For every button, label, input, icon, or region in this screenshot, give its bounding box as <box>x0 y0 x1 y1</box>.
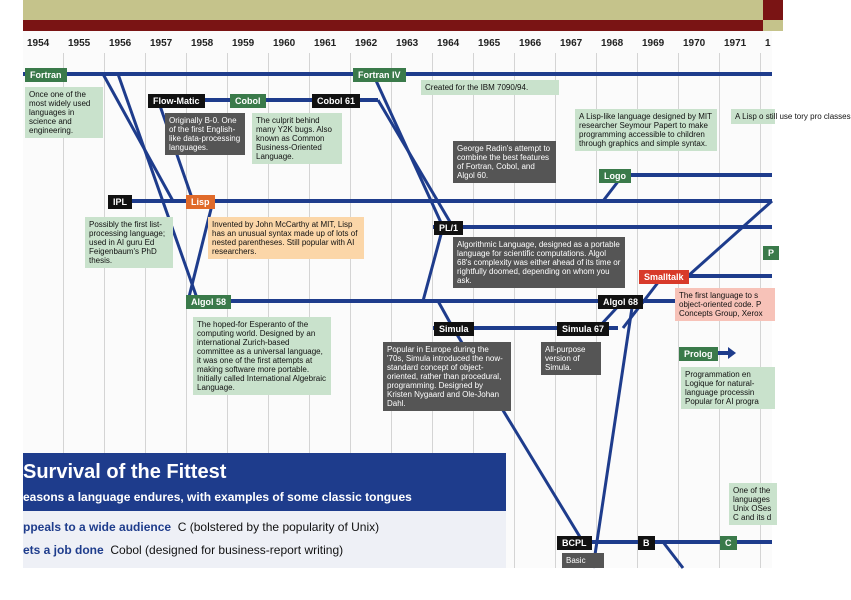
note-prolog: Programmation en Logique for natural-language processin Popular for AI progra <box>681 367 775 409</box>
reason-key: ppeals to a wide audience <box>23 520 172 534</box>
year-label: 1959 <box>232 38 255 49</box>
reason-value: C (bolstered by the popularity of Unix) <box>177 520 380 534</box>
tag-logo: Logo <box>599 169 631 183</box>
tag-fortran: Fortran <box>25 68 67 82</box>
tag-fortran-iv: Fortran IV <box>353 68 406 82</box>
reason-row <box>23 520 379 534</box>
note-algol-58: The hoped-for Esperanto of the computing world. Designed by an international Zurich-based committee as a universal language, it was one of the first attempts at making software more portable. Initially called International Algebraic Language. <box>193 317 331 395</box>
title-band <box>23 0 763 20</box>
year-label: 1969 <box>642 38 665 49</box>
note-fortran: Once one of the most widely used languages in science and engineering. <box>25 87 103 138</box>
note-pl1: George Radin's attempt to combine the best features of Fortran, Cobol, and Algol 60. <box>453 141 556 183</box>
note-simula-67: All-purpose version of Simula. <box>541 342 601 375</box>
cobol-to-pl1-link <box>378 100 453 227</box>
tag-cobol-61: Cobol 61 <box>312 94 360 108</box>
tag-bcpl: BCPL <box>557 536 592 550</box>
note-flow-matic: Originally B-0. One of the first English-like data-processing languages. <box>165 113 245 155</box>
tag-simula: Simula <box>434 322 474 336</box>
year-label: 1967 <box>560 38 583 49</box>
reason-value: Cobol (designed for business-report writing) <box>110 543 344 557</box>
year-label: 1956 <box>109 38 132 49</box>
year-label: 1968 <box>601 38 624 49</box>
year-label: 1961 <box>314 38 337 49</box>
note-logo: A Lisp-like language designed by MIT researcher Seymour Papert to make programming accessible to children through graphics and simple syntax. <box>575 109 717 151</box>
note-ipl: Possibly the first list-processing language; used in AI guru Ed Feigenbaum's PhD thesis. <box>85 217 173 268</box>
b-lower-link <box>663 542 683 568</box>
tag-ipl: IPL <box>108 195 132 209</box>
tag-pl1: PL/1 <box>434 221 463 235</box>
corner-block <box>763 0 783 20</box>
year-label: 1963 <box>396 38 419 49</box>
corner-block-lower <box>763 20 783 31</box>
tag-lisp: Lisp <box>186 195 215 209</box>
note-algol-60: Algorithmic Language, designed as a portable language for scientific computations. Algol 68's complexity was either ahead of its time or rightfully doomed, depending on whom you ask. <box>453 237 625 288</box>
smalltalk-upper-link <box>688 201 772 276</box>
survival-panel-title: Survival of the Fittest <box>23 461 227 483</box>
year-label: 1970 <box>683 38 706 49</box>
year-label: 1971 <box>724 38 747 49</box>
reason-key: ets a job done <box>23 543 104 557</box>
note-c: One of the languages Unix OSes C and its d <box>729 483 777 525</box>
tag-flow-matic: Flow-Matic <box>148 94 205 108</box>
year-label: 1955 <box>68 38 91 49</box>
title-rule <box>23 20 763 31</box>
pl1-to-algol-link <box>423 227 443 301</box>
tag-b: B <box>638 536 655 550</box>
reason-row <box>23 543 343 557</box>
note-cobol: The culprit behind many Y2K bugs. Also known as Common Business-Oriented Language. <box>252 113 342 164</box>
tag-algol-68: Algol 68 <box>598 295 643 309</box>
tag-smalltalk: Smalltalk <box>639 270 689 284</box>
year-label: 1954 <box>27 38 50 49</box>
note-bcpl: Basic <box>562 553 604 568</box>
year-label: 1964 <box>437 38 460 49</box>
note-fortran-iv: Created for the IBM 7090/94. <box>421 80 559 95</box>
survival-panel-header <box>23 453 506 511</box>
tag-p: P <box>763 246 779 260</box>
tag-prolog: Prolog <box>679 347 718 361</box>
language-timeline <box>23 31 851 568</box>
note-lisp: Invented by John McCarthy at MIT, Lisp has an unusual syntax made up of lots of nested parentheses. Still popular with AI researchers. <box>208 217 364 259</box>
year-label: 1957 <box>150 38 173 49</box>
year-label: 1962 <box>355 38 378 49</box>
tag-algol-58: Algol 58 <box>186 295 231 309</box>
year-label: 1958 <box>191 38 214 49</box>
tag-simula-67: Simula 67 <box>557 322 609 336</box>
note-simula: Popular in Europe during the '70s, Simula introduced the now-standard concept of object-oriented, rather than procedural, programming. Designed by Kristen Nygaard and Ole-Johan Dahl. <box>383 342 511 411</box>
survival-panel-subtitle: easons a language endures, with examples of some classic tongues <box>23 490 412 504</box>
tag-c: C <box>720 536 737 550</box>
survival-panel-body <box>23 511 506 568</box>
year-label: 1 <box>765 38 771 49</box>
year-label: 1960 <box>273 38 296 49</box>
year-label: 1965 <box>478 38 501 49</box>
note-lisp-cut: A Lisp o still use tory pro classes <box>731 109 775 124</box>
tag-cobol: Cobol <box>230 94 266 108</box>
year-label: 1966 <box>519 38 542 49</box>
note-smalltalk: The first language to s object-oriented code. P Concepts Group, Xerox <box>675 288 775 321</box>
